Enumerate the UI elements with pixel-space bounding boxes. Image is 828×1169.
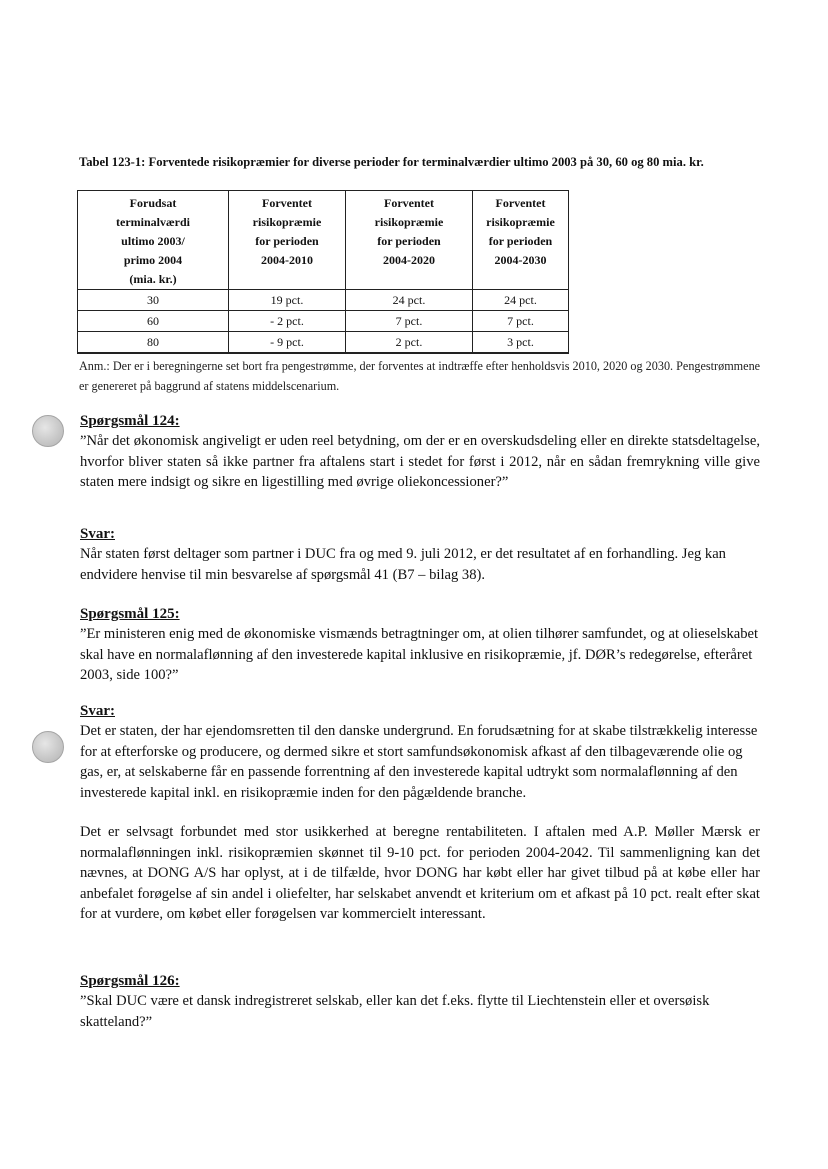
table-cell: 24 pct. [473,290,569,311]
table-cell: 2 pct. [346,332,473,354]
table-cell: 80 [78,332,229,354]
answer-paragraph: Det er staten, der har ejendomsretten til den danske undergrund. En forudsætning for at skabe tilstrækkelig interesse for at efterforske og producere, og dermed sikre et stort samfundsøkonomisk afkast af den tilbageværende olie og gas, er, at selskaberne får en passende forrentning af den investerede kapital udtrykt som normalaflønning af den investerede kapital inkl. en risikopræmie inden for den pågældende branche. [80,723,758,801]
table-cell: 19 pct. [229,290,346,311]
question-125 [80,604,760,686]
table-cell: 24 pct. [346,290,473,311]
question-heading: Spørgsmål 124: [80,413,180,429]
table-cell: 3 pct. [473,332,569,354]
header-period-2030: Forventet risikopræmie for perioden 2004-2030 [473,191,569,290]
header-period-2020: Forventet risikopræmie for perioden 2004-2020 [346,191,473,290]
risk-premium-table [77,190,569,354]
table-cell: - 2 pct. [229,311,346,332]
punch-hole-top [32,415,64,447]
punch-hole-bottom [32,731,64,763]
answer-heading: Svar: [80,526,115,542]
answer-paragraph: Det er selvsagt forbundet med stor usikkerhed at beregne rentabiliteten. I aftalen med A.P. Møller Mærsk er normalaflønningen inkl. risikopræmien skønnet til 9-10 pct. for perioden 2004-2042. Til sammenligning kan det nævnes, at DONG A/S har oplyst, at i de tilfælde, hvor DONG har købt eller har givet tilbud på at købe eller har anbefalet forøgelse af sin andel i oliefelter, har selskabet anvendt et kriterium om et afkast på 10 pct. realt efter skat for at vurdere, om købet eller forøgelsen var kommercielt interessant. [80,824,760,922]
question-text: ”Skal DUC være et dansk indregistreret selskab, eller kan det f.eks. flytte til Liechtenstein eller et oversøisk skatteland?” [80,993,710,1030]
answer-text: Når staten først deltager som partner i DUC fra og med 9. juli 2012, er det resultatet af en forhandling. Jeg kan endvidere henvise til min besvarelse af spørgsmål 41 (B7 – bilag 38). [80,546,726,583]
table-caption: Tabel 123-1: Forventede risikopræmier for diverse perioder for terminalværdier ultimo 2003 på 30, 60 og 80 mia. kr. [79,155,704,169]
question-124 [80,411,760,493]
table-cell: 7 pct. [346,311,473,332]
header-terminal-value: Forudsat terminalværdi ultimo 2003/ primo 2004 (mia. kr.) [78,191,229,290]
answer-125 [80,701,760,925]
table-cell: - 9 pct. [229,332,346,354]
question-text: ”Er ministeren enig med de økonomiske vismænds betragtninger om, at olien tilhører samfundet, og at olieselskabet skal have en normalaflønning af den investerede kapital inklusive en risikopræmie, jf. DØR’s redegørelse, efteråret 2003, side 100?” [80,626,759,683]
question-text: ”Når det økonomisk angiveligt er uden reel betydning, om der er en overskudsdeling eller en direkte statsdeltagelse, hvorfor bliver staten så ikke partner fra aftalens start i stedet for først i 2012, når en sådan fremrykning ville give staten mere indsigt og sikre en ligestilling med øvrige oliekoncessioner?” [80,433,760,490]
table-row [78,332,569,354]
table-cell: 60 [78,311,229,332]
answer-heading: Svar: [80,703,115,719]
table-note: Anm.: Der er i beregningerne set bort fra pengestrømme, der forventes at indtræffe efter henholdsvis 2010, 2020 og 2030. Pengestrømmene er genereret på baggrund af statens middelscenarium. [79,359,761,393]
question-126 [80,971,760,1032]
header-period-2010: Forventet risikopræmie for perioden 2004-2010 [229,191,346,290]
table-cell: 7 pct. [473,311,569,332]
table-row [78,290,569,311]
question-heading: Spørgsmål 126: [80,973,180,989]
question-heading: Spørgsmål 125: [80,606,180,622]
answer-124 [80,524,760,585]
table-cell: 30 [78,290,229,311]
table-row [78,311,569,332]
